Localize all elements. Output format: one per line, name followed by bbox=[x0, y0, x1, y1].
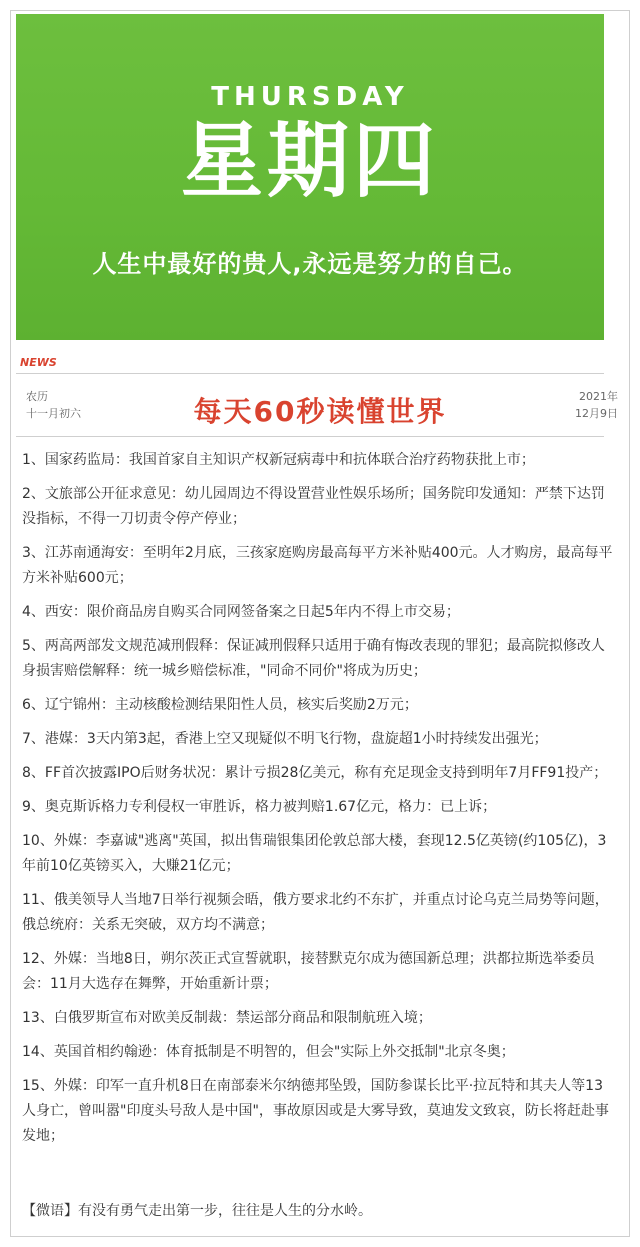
gregorian-date-block bbox=[575, 388, 618, 422]
lunar-label: 农历 bbox=[26, 390, 48, 403]
date-label: 12月9日 bbox=[575, 407, 618, 420]
news-item: 13、白俄罗斯宣布对欧美反制裁：禁运部分商品和限制航班入境； bbox=[22, 1010, 432, 1026]
masthead-title: 每天60秒读懂世界 bbox=[193, 395, 447, 428]
news-tag: NEWS bbox=[20, 356, 57, 369]
news-item: 14、英国首相约翰逊：体育抵制是不明智的，但会"实际上外交抵制"北京冬奥； bbox=[22, 1044, 515, 1060]
news-item: 5、两高两部发文规范减刑假释：保证减刑假释只适用于确有悔改表现的罪犯；最高院拟修改人身损害赔偿解释：统一城乡赔偿标准，"同命不同价"将成为历史； bbox=[22, 638, 605, 679]
motto-text: 人生中最好的贵人,永远是努力的自己。 bbox=[92, 250, 528, 278]
news-item: 7、港媒：3天内第3起，香港上空又现疑似不明飞行物，盘旋超1小时持续发出强光； bbox=[22, 731, 548, 747]
weekday-chinese: 星期四 bbox=[180, 114, 439, 209]
lunar-date: 十一月初六 bbox=[26, 407, 81, 420]
news-item: 12、外媒：当地8日，朔尔茨正式宣誓就职，接替默克尔成为德国新总理；洪都拉斯选举委员会：11月大选存在舞弊，开始重新计票； bbox=[22, 951, 595, 992]
header-banner bbox=[16, 14, 604, 340]
news-item: 9、奥克斯诉格力专利侵权一审胜诉，格力被判赔1.67亿元，格力：已上诉； bbox=[22, 799, 497, 815]
news-item: 6、辽宁锦州：主动核酸检测结果阳性人员，核实后奖励2万元； bbox=[22, 697, 418, 713]
news-item: 1、国家药监局：我国首家自主知识产权新冠病毒中和抗体联合治疗药物获批上市； bbox=[22, 452, 535, 468]
news-item: 8、FF首次披露IPO后财务状况：累计亏损28亿美元，称有充足现金支持到明年7月FF91投产； bbox=[22, 765, 608, 781]
weekday-english: THURSDAY bbox=[211, 82, 409, 112]
divider-bottom bbox=[16, 436, 604, 437]
year-label: 2021年 bbox=[579, 390, 618, 403]
news-item: 3、江苏南通海安：至明年2月底，三孩家庭购房最高每平方米补贴400元。人才购房，最高每平方米补贴600元； bbox=[22, 545, 613, 586]
news-item: 11、俄美领导人当地7日举行视频会晤，俄方要求北约不东扩，并重点讨论乌克兰局势等问题，俄总统府：关系无突破，双方均不满意； bbox=[22, 892, 609, 933]
news-item: 2、文旅部公开征求意见：幼儿园周边不得设置营业性娱乐场所；国务院印发通知：严禁下达罚没指标，不得一刀切责令停产停业； bbox=[22, 486, 605, 527]
news-item: 4、西安：限价商品房自购买合同网签备案之日起5年内不得上市交易； bbox=[22, 604, 460, 620]
closing-quote: 【微语】有没有勇气走出第一步，往往是人生的分水岭。 bbox=[22, 1203, 372, 1219]
news-list bbox=[22, 448, 614, 1158]
news-item: 10、外媒：李嘉诚"逃离"英国，拟出售瑞银集团伦敦总部大楼，套现12.5亿英镑(约105亿)，3年前10亿英镑买入，大赚21亿元； bbox=[22, 833, 607, 874]
divider-top bbox=[16, 373, 604, 374]
news-item: 15、外媒：印军一直升机8日在南部泰米尔纳德邦坠毁，国防参谋长比平·拉瓦特和其夫人等13人身亡，曾叫嚣"印度头号敌人是中国"，事故原因或是大雾导致，莫迪发文致哀，防长将赶赴事发地； bbox=[22, 1078, 609, 1144]
